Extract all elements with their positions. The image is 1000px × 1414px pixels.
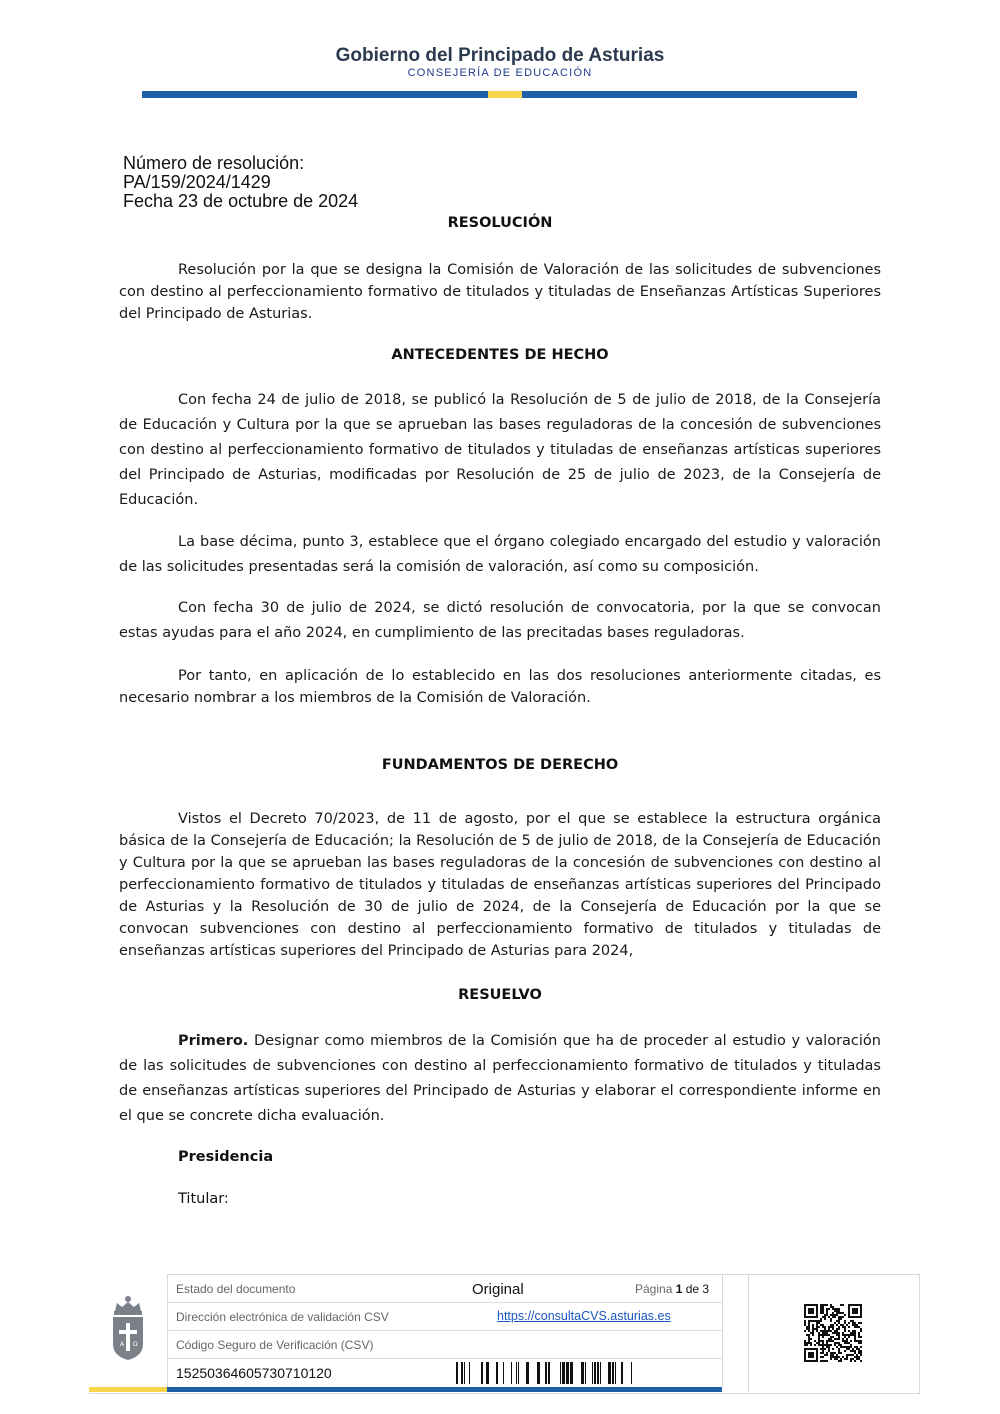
presidencia-label: Presidencia bbox=[178, 1149, 274, 1165]
document-status-label: Estado del documento bbox=[176, 1282, 296, 1296]
page-indicator bbox=[635, 1282, 709, 1296]
header-bar-right bbox=[522, 91, 857, 98]
footer-row-line bbox=[167, 1358, 722, 1359]
csv-code: 15250364605730710120 bbox=[176, 1365, 332, 1381]
intro-paragraph: Resolución por la que se designa la Comisión de Valoración de las solicitudes de subvenciones con destino al perfeccionamiento formativo de titulados y tituladas de Enseñanzas Artísticas Superiores del Principado de Asturias. bbox=[119, 262, 881, 322]
svg-text:A: A bbox=[120, 1341, 125, 1348]
footer-row-line bbox=[167, 1330, 722, 1331]
document-title: RESOLUCIÓN bbox=[447, 215, 553, 231]
fundamentos-heading: FUNDAMENTOS DE DERECHO bbox=[381, 757, 619, 773]
antecedentes-paragraph-1: Con fecha 24 de julio de 2018, se publicó la Resolución de 5 de julio de 2018, de la Consejería de Educación y Cultura por la que se aprueban las bases reguladoras de la concesión de subvenciones con destino al perfeccionamiento formativo de titulados y tituladas de enseñanzas artísticas superiores del Principado de Asturias, modificadas por Resolución de 25 de julio de 2023, de la Consejería de Educación. bbox=[119, 392, 881, 508]
page-total: de 3 bbox=[682, 1282, 710, 1296]
resolution-date: Fecha 23 de octubre de 2024 bbox=[123, 191, 359, 211]
footer-divider-qr bbox=[748, 1274, 749, 1392]
antecedentes-paragraph-4: Por tanto, en aplicación de lo establecido en las dos resoluciones anteriormente citadas, es necesario nombrar a los miembros de la Comisión de Valoración. bbox=[119, 668, 881, 706]
footer-divider-right bbox=[722, 1274, 723, 1387]
primero-paragraph bbox=[119, 1029, 881, 1129]
qr-code-image bbox=[804, 1304, 862, 1362]
footer-accent-blue bbox=[167, 1387, 722, 1392]
primero-label: Primero. bbox=[178, 1033, 249, 1049]
footer-row-line bbox=[167, 1302, 722, 1303]
resuelvo-heading: RESUELVO bbox=[458, 987, 542, 1003]
antecedentes-heading: ANTECEDENTES DE HECHO bbox=[391, 347, 609, 363]
document-status-value: Original bbox=[472, 1281, 524, 1298]
primero-text: Designar como miembros de la Comisión que ha de proceder al estudio y valoración de las solicitudes de subvenciones con destino al perfeccionamiento formativo de titulados y tituladas de enseñanzas artísticas superiores del Principado de Asturias y elaborar el correspondiente informe en el que se concrete dicha evaluación. bbox=[119, 1033, 881, 1124]
resolution-number-label: Número de resolución: bbox=[123, 153, 305, 173]
csv-validation-link[interactable]: https://consultaCVS.asturias.es bbox=[497, 1309, 671, 1323]
antecedentes-paragraph-3: Con fecha 30 de julio de 2024, se dictó resolución de convocatoria, por la que se convocan estas ayudas para el año 2024, en cumplimiento de las precitadas bases reguladoras. bbox=[119, 600, 881, 641]
resolution-info bbox=[123, 154, 358, 211]
department-subtitle: CONSEJERÍA DE EDUCACIÓN bbox=[407, 67, 593, 79]
resolution-number: PA/159/2024/1429 bbox=[123, 172, 271, 192]
page-prefix: Página bbox=[635, 1282, 676, 1296]
footer-accent-yellow bbox=[89, 1387, 167, 1392]
government-title: Gobierno del Principado de Asturias bbox=[335, 45, 665, 66]
barcode-image bbox=[456, 1362, 640, 1384]
asturias-coat-of-arms-logo bbox=[89, 1274, 167, 1392]
page-number: 1 bbox=[675, 1282, 683, 1296]
svg-text:Ω: Ω bbox=[133, 1341, 138, 1348]
header-bar-accent bbox=[488, 91, 522, 98]
header-bar-left bbox=[142, 91, 488, 98]
antecedentes-paragraph-2: La base décima, punto 3, establece que el órgano colegiado encargado del estudio y valoración de las solicitudes presentadas será la comisión de valoración, así como su composición. bbox=[119, 534, 881, 575]
titular-label: Titular: bbox=[178, 1191, 229, 1207]
csv-address-label: Dirección electrónica de validación CSV bbox=[176, 1310, 389, 1324]
csv-code-label: Código Seguro de Verificación (CSV) bbox=[176, 1338, 374, 1352]
fundamentos-paragraph: Vistos el Decreto 70/2023, de 11 de agosto, por el que se establece la estructura orgánica básica de la Consejería de Educación; la Resolución de 5 de julio de 2018, de la Consejería de Educación y Cultura por la que se aprueban las bases reguladoras de la concesión de subvenciones con destino al perfeccionamiento formativo de titulados y tituladas de enseñanzas artísticas superiores del Principado de Asturias y la Resolución de 30 de julio de 2024, de la Consejería de Educación por la que se convocan subvenciones con destino al perfeccionamiento formativo de titulados y tituladas de enseñanzas artísticas superiores del Principado de Asturias para 2024, bbox=[119, 811, 881, 959]
